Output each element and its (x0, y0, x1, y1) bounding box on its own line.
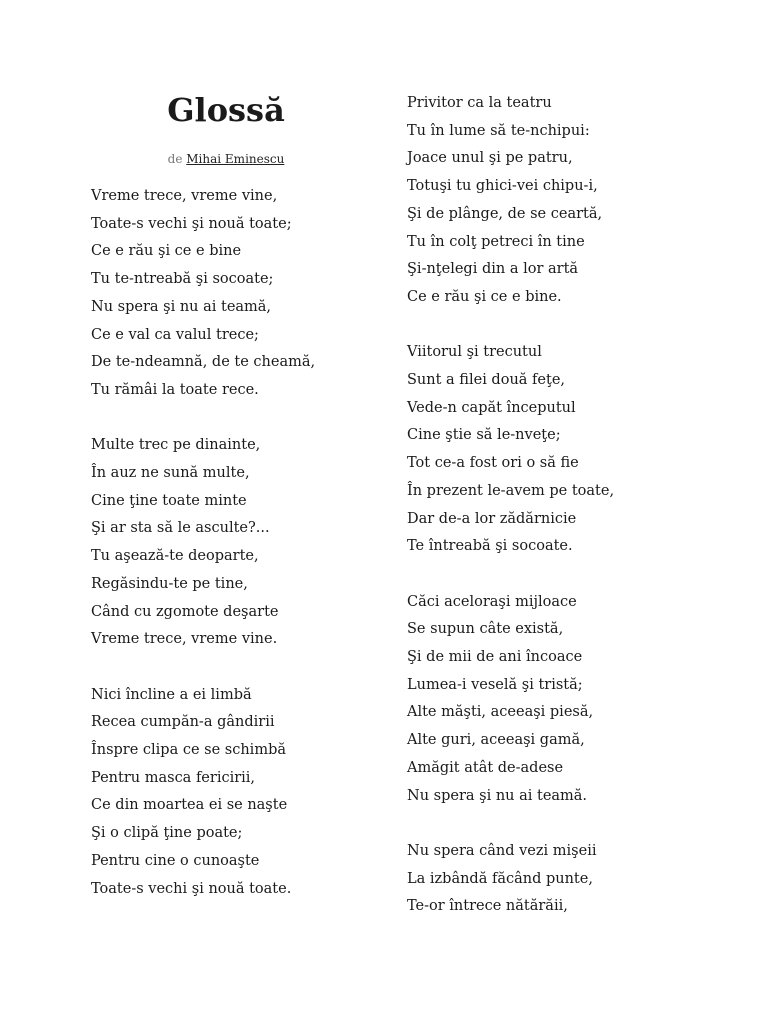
poem-line: Sunt a filei două feţe, (407, 372, 566, 389)
poem-line: Şi de plânge, de se ceartă, (407, 205, 603, 222)
poem-line: Când cu zgomote deşarte (91, 603, 279, 620)
poem-line: Şi o clipă ţine poate; (91, 825, 243, 842)
left-column (91, 88, 391, 931)
stanza (91, 682, 391, 904)
stanza (407, 90, 707, 312)
poem-line: Toate-s vechi şi nouă toate. (91, 880, 292, 897)
left-stanzas (91, 183, 391, 903)
poem-line: Nici încline a ei limbă (91, 686, 252, 703)
byline (91, 151, 361, 167)
poem-line: Tu în lume să te-nchipui: (407, 122, 590, 139)
poem-line: Pentru masca fericirii, (91, 769, 256, 786)
stanza (407, 339, 707, 561)
poem-line: Toate-s vechi şi nouă toate; (91, 215, 292, 232)
poem-line: Tu aşează-te deoparte, (91, 548, 259, 565)
right-stanzas (407, 90, 707, 921)
poem-line: Se supun câte există, (407, 621, 564, 638)
poem-line: Şi de mii de ani încoace (407, 649, 583, 666)
byline-prefix: de (167, 152, 183, 166)
poem-line: Viitorul şi trecutul (407, 344, 542, 361)
poem-line: Căci aceloraşi mijloace (407, 593, 577, 610)
poem-line: La izbândă făcând punte, (407, 870, 593, 887)
poem-line: Pentru cine o cunoaşte (91, 852, 260, 869)
poem-line: Nu spera când vezi mişeii (407, 842, 597, 859)
stanza (91, 432, 391, 654)
poem-line: Şi ar sta să le asculte?... (91, 520, 270, 537)
poem-line: Vreme trece, vreme vine. (91, 631, 278, 648)
poem-line: Privitor ca la teatru (407, 95, 552, 111)
poem-line: Cine ţine toate minte (91, 492, 247, 509)
poem-line: Tu te-ntreabă şi socoate; (91, 271, 274, 288)
poem-line: Te-or întrece nătărăii, (407, 898, 568, 915)
poem-line: Vede-n capăt începutul (407, 399, 576, 416)
poem-line: Dar de-a lor zădărnicie (407, 510, 577, 527)
poem-line: Nu spera şi nu ai teamă, (91, 298, 272, 315)
poem-title: Glossă (167, 91, 285, 129)
poem-line: Tot ce-a fost ori o să fie (407, 455, 579, 472)
poem-line: Te întreabă şi socoate. (407, 538, 573, 555)
stanza (407, 838, 707, 921)
poem-line: Nu spera şi nu ai teamă. (407, 787, 588, 804)
poem-line: Multe trec pe dinainte, (91, 437, 261, 454)
poem-line: Recea cumpăn-a gândirii (91, 714, 275, 731)
poem-line: De te-ndeamnă, de te cheamă, (91, 354, 316, 371)
right-column (407, 90, 707, 949)
poem-line: În auz ne sună multe, (91, 465, 250, 482)
poem-line: Ce e rău şi ce e bine. (407, 288, 562, 305)
stanza (91, 183, 391, 405)
poem-line: Cine ştie să le-nveţe; (407, 427, 561, 444)
poem-line: Lumea-i veselă şi tristă; (407, 676, 583, 693)
poem-line: Totuşi tu ghici-vei chipu-i, (407, 178, 598, 195)
poem-line: Regăsindu-te pe tine, (91, 575, 248, 592)
poem-line: Amăgit atât de-adese (407, 759, 564, 776)
poem-line: În prezent le-avem pe toate, (407, 482, 615, 499)
author-link[interactable]: Mihai Eminescu (186, 152, 285, 166)
stanza (407, 589, 707, 811)
poem-line: Ce din moartea ei se naşte (91, 797, 288, 814)
poem-line: Tu rămâi la toate rece. (91, 381, 259, 398)
poem-line: Şi-nţelegi din a lor artă (407, 261, 579, 278)
poem-line: Alte măşti, aceeaşi piesă, (407, 704, 594, 721)
poem-line: Alte guri, aceeaşi gamă, (407, 732, 585, 749)
poem-line: Joace unul şi pe patru, (407, 150, 573, 167)
poem-line: Vreme trece, vreme vine, (91, 188, 278, 204)
poem-line: Înspre clipa ce se schimbă (91, 742, 286, 759)
poem-line: Ce e val ca valul trece; (91, 326, 259, 343)
poem-line: Ce e rău şi ce e bine (91, 243, 242, 260)
poem-line: Tu în colţ petreci în tine (407, 233, 585, 250)
